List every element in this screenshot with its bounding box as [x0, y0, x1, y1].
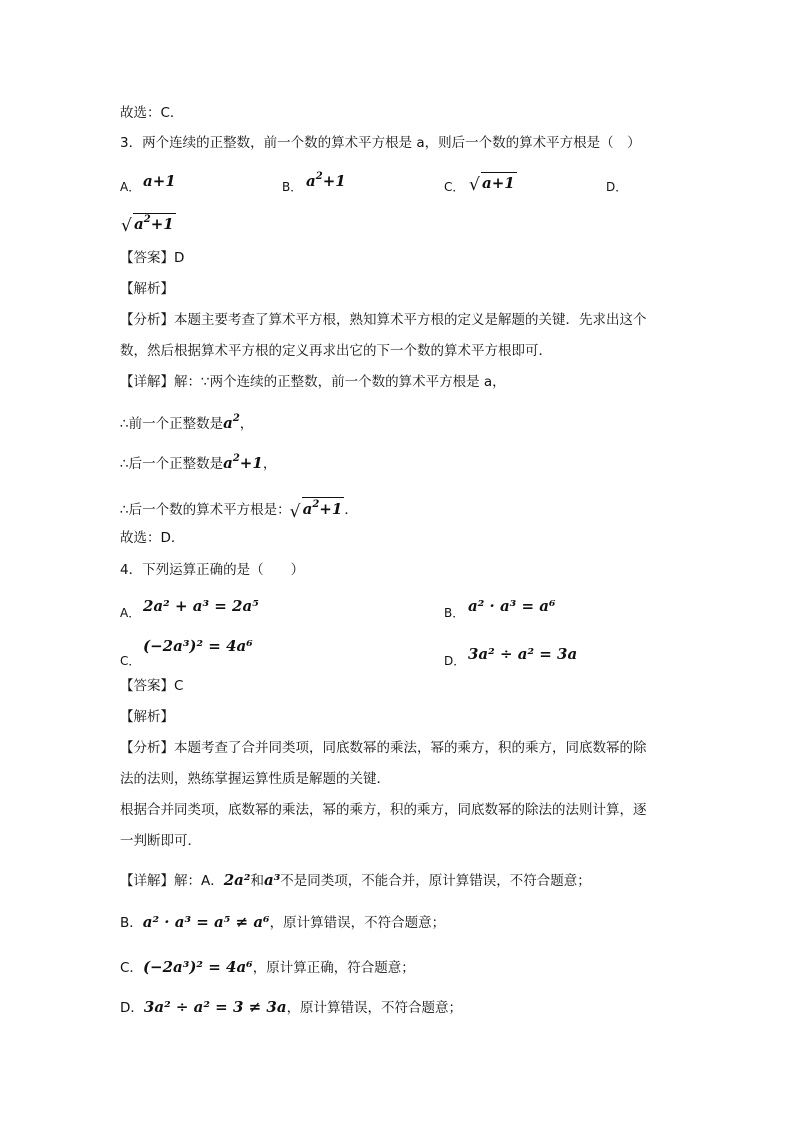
q4-answer: 【答案】C	[120, 678, 184, 694]
q4-option-a-label: A．	[120, 606, 141, 620]
q4-stem: 4．下列运算正确的是（ ）	[120, 562, 305, 578]
q4-analysis-line-1: 【分析】本题考查了合并同类项，同底数幂的乘法，幂的乘方，积的乘方，同底数幂的除	[120, 740, 647, 756]
q3-detail-line-3: ∴后一个正整数是$a^2+1$，	[120, 453, 277, 472]
q4-detail-b: B．a² · a³ = a⁵ ≠ a⁶，原计算错误，不符合题意；	[120, 913, 446, 931]
q4-option-b-label: B．	[444, 606, 465, 620]
q3-conclusion: 故选：D．	[120, 530, 185, 546]
q3-analysis-line-1: 【分析】本题主要考查了算术平方根，熟知算术平方根的定义是解题的关键．先求出这个	[120, 312, 647, 328]
q4-option-b-math: a² · a³ = a⁶	[468, 597, 556, 615]
q4-option-c-label: C．	[120, 654, 141, 668]
q4-detail-a: 【详解】解：A．2a²和a³不是同类项，不能合并，原计算错误，不符合题意；	[120, 871, 591, 889]
q3-stem: 3．两个连续的正整数，前一个数的算术平方根是 a，则后一个数的算术平方根是（ ）	[120, 135, 641, 151]
q4-detail-c: C．(−2a³)² = 4a⁶，原计算正确，符合题意；	[120, 958, 415, 976]
q3-option-a-label: A．	[120, 180, 141, 194]
q4-option-c-math: (−2a³)² = 4a⁶	[143, 637, 253, 655]
q4-analysis-line-4: 一判断即可．	[120, 833, 201, 849]
q3-option-b-label: B．	[282, 180, 303, 194]
q3-detail-line-2: ∴前一个正整数是$a^2$，	[120, 413, 254, 432]
q4-option-a-math: 2a² + a³ = 2a⁵	[143, 597, 259, 615]
q4-detail-d: D．3a² ÷ a² = 3 ≠ 3a，原计算错误，不符合题意；	[120, 998, 463, 1016]
q4-option-d-math: 3a² ÷ a² = 3a	[468, 645, 578, 663]
q4-analysis-heading: 【解析】	[120, 709, 174, 725]
q3-option-d-label: D．	[606, 180, 628, 194]
q3-option-a-math: a+1	[143, 172, 176, 190]
q3-detail-line-1: 【详解】解：∵两个连续的正整数，前一个数的算术平方根是 a，	[120, 374, 506, 390]
q3-option-b-math: $a^2+1$	[306, 171, 346, 190]
q3-detail-line-4: ∴后一个数的算术平方根是：√ $a^2+1$ ．	[120, 497, 358, 520]
q4-analysis-line-2: 法的法则，熟练掌握运算性质是解题的关键．	[120, 771, 390, 787]
q4-option-d-label: D．	[444, 654, 466, 668]
q4-analysis-line-3: 根据合并同类项，底数幂的乘法，幂的乘方，积的乘方，同底数幂的除法的法则计算，逐	[120, 802, 647, 818]
q3-analysis-line-2: 数，然后根据算术平方根的定义再求出它的下一个数的算术平方根即可．	[120, 343, 552, 359]
q3-answer: 【答案】D	[120, 250, 185, 266]
q2-conclusion: 故选：C．	[120, 105, 184, 121]
q3-option-c-math: √ a+1	[470, 172, 517, 192]
q3-analysis-heading: 【解析】	[120, 281, 174, 297]
q3-option-c-label: C．	[444, 180, 465, 194]
q3-option-d-math: √ $a^2+1$	[122, 213, 176, 233]
